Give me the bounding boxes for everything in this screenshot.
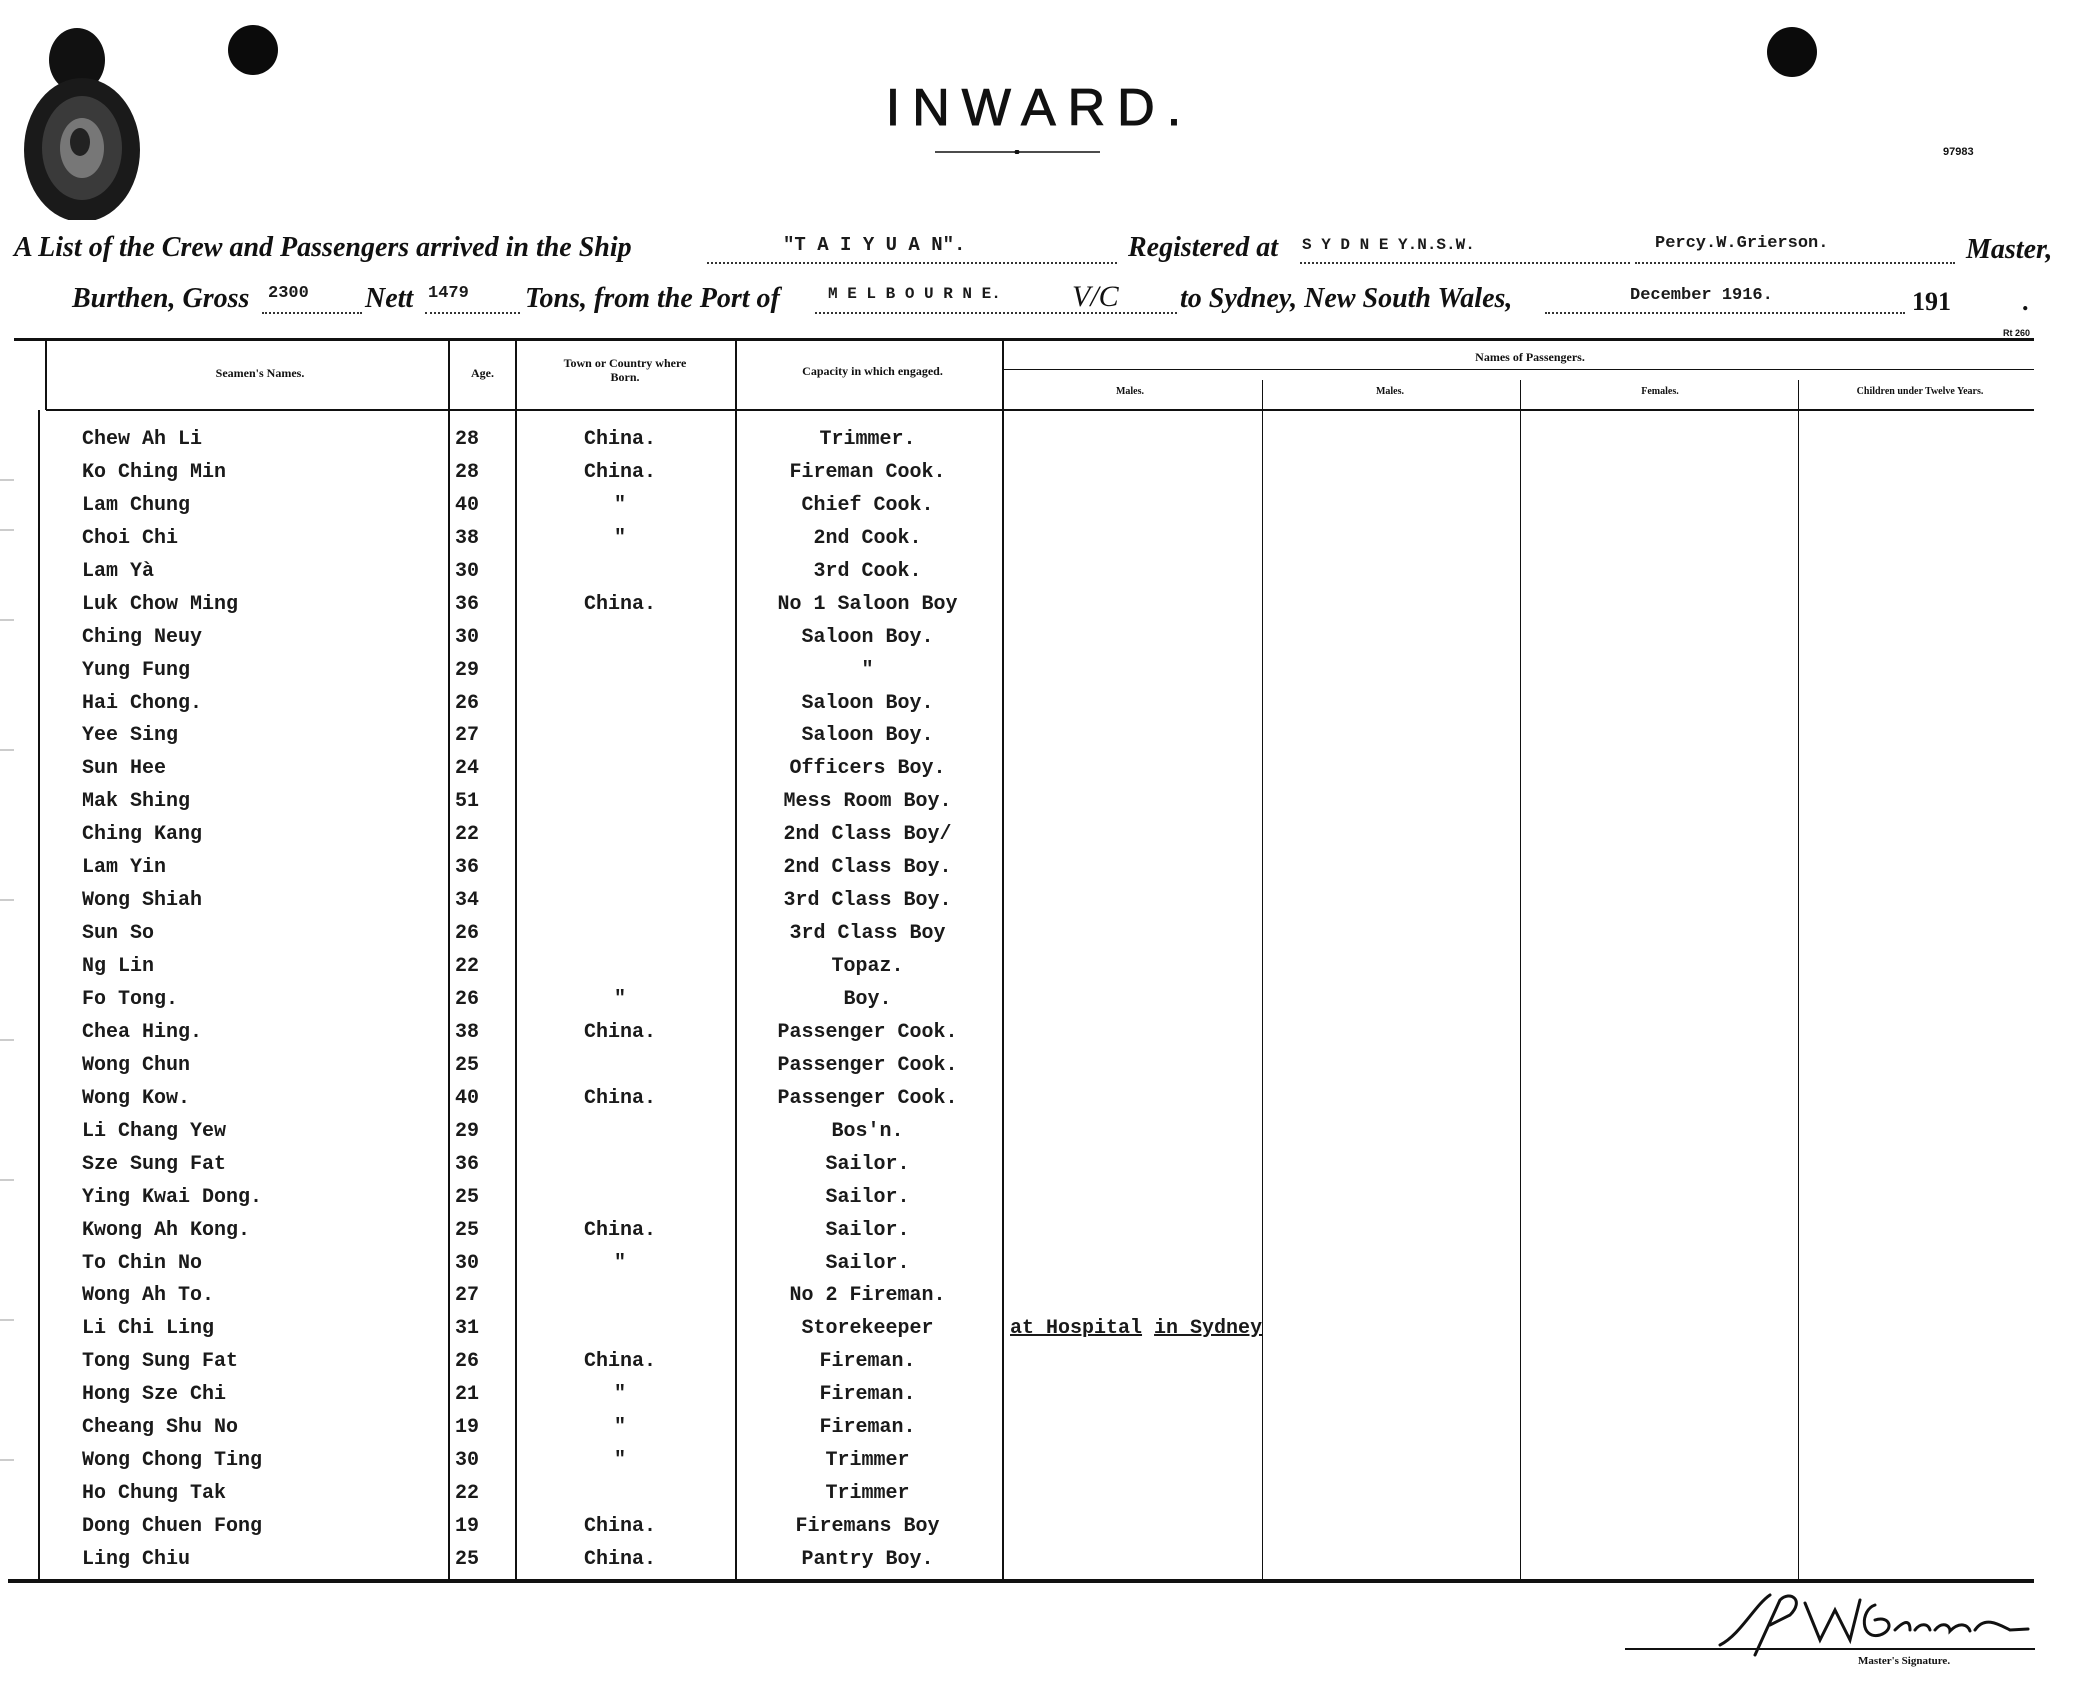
- table-row: [0, 428, 2079, 460]
- crew-name: Li Chi Ling: [82, 1317, 215, 1340]
- table-row: [0, 724, 2079, 756]
- table-row: [0, 527, 2079, 559]
- header-bottom-rule: [46, 409, 2034, 411]
- crew-age: 22: [455, 1482, 480, 1505]
- master-name: Percy.W.Grierson.: [1655, 234, 1829, 253]
- header-age: Age.: [471, 366, 494, 380]
- crew-age: 25: [455, 1054, 480, 1077]
- crew-name: Hong Sze Chi: [82, 1383, 227, 1406]
- crew-name: Wong Shiah: [82, 889, 203, 912]
- table-row: [0, 757, 2079, 789]
- header-children: Children under Twelve Years.: [1856, 386, 1984, 397]
- serial-number: 97983: [1943, 146, 1974, 158]
- table-row: [0, 659, 2079, 691]
- header-capacity: Capacity in which engaged.: [802, 364, 943, 378]
- title-ornament-rule: [935, 150, 1100, 154]
- crew-name: Ching Neuy: [82, 626, 203, 649]
- crew-age: 27: [455, 724, 480, 747]
- crew-capacity: Trimmer: [825, 1482, 910, 1505]
- signature-label: Master's Signature.: [1858, 1655, 1951, 1667]
- crew-capacity: Mess Room Boy.: [783, 790, 952, 813]
- crew-capacity: Boy.: [843, 988, 892, 1011]
- form-code: Rt 260: [2003, 328, 2031, 338]
- table-row: [0, 1087, 2079, 1119]
- crew-note-part: in Sydney: [1154, 1317, 1263, 1340]
- header-males-2: Males.: [1375, 386, 1405, 397]
- crew-age: 40: [455, 1087, 480, 1110]
- crew-name: Ho Chung Tak: [82, 1482, 227, 1505]
- port-name: M E L B O U R N E.: [828, 285, 1001, 303]
- table-row: [0, 1383, 2079, 1415]
- table-row: [0, 1219, 2079, 1251]
- crew-name: Lam Yin: [82, 856, 167, 879]
- crew-age: 22: [455, 823, 480, 846]
- crew-birthplace: China.: [583, 1350, 656, 1373]
- crew-name: Wong Chun: [82, 1054, 191, 1077]
- nett-label: Nett: [365, 283, 414, 314]
- master-line: [1635, 262, 1955, 264]
- crew-capacity: Pantry Boy.: [801, 1548, 934, 1571]
- crew-capacity: 2nd Class Boy.: [783, 856, 952, 879]
- ship-name: "T A I Y U A N".: [783, 234, 966, 256]
- crew-name: Sun So: [82, 922, 155, 945]
- crew-birthplace: ": [613, 494, 626, 517]
- crew-name: Lam Chung: [82, 494, 191, 517]
- crew-age: 28: [455, 428, 480, 451]
- header-males-1: Males.: [1115, 386, 1145, 397]
- crew-name: Tong Sung Fat: [82, 1350, 239, 1373]
- crew-name: Wong Kow.: [82, 1087, 191, 1110]
- crew-age: 40: [455, 494, 480, 517]
- date-line: [1545, 312, 1905, 314]
- crew-capacity: Officers Boy.: [789, 757, 946, 780]
- crew-age: 34: [455, 889, 480, 912]
- crew-capacity: Topaz.: [831, 955, 904, 978]
- crew-age: 27: [455, 1284, 480, 1307]
- crew-age: 26: [455, 988, 480, 1011]
- crew-name: Luk Chow Ming: [82, 593, 239, 616]
- crew-capacity: 3rd Cook.: [813, 560, 922, 583]
- crew-capacity: 3rd Class Boy.: [783, 889, 952, 912]
- crew-age: 38: [455, 527, 480, 550]
- header-lead: A List of the Crew and Passengers arrived in the Ship: [14, 232, 632, 263]
- crew-name: Sun Hee: [82, 757, 167, 780]
- crew-birthplace: ": [613, 1416, 626, 1439]
- header-females: Females.: [1641, 386, 1679, 397]
- table-row: [0, 1317, 2079, 1349]
- header-passengers: Names of Passengers.: [1475, 350, 1585, 364]
- header-born: Town or Country where Born.: [563, 356, 687, 384]
- crew-age: 25: [455, 1548, 480, 1571]
- crew-age: 28: [455, 461, 480, 484]
- crew-capacity: ": [861, 659, 874, 682]
- crew-age: 51: [455, 790, 480, 813]
- crew-age: 31: [455, 1317, 480, 1340]
- crew-birthplace: ": [613, 988, 626, 1011]
- crew-age: 26: [455, 692, 480, 715]
- crew-age: 30: [455, 1449, 480, 1472]
- crew-name: Ching Kang: [82, 823, 203, 846]
- crew-name: Dong Chuen Fong: [82, 1515, 263, 1538]
- table-row: [0, 922, 2079, 954]
- table-row: [0, 1482, 2079, 1514]
- table-row: [0, 626, 2079, 658]
- crew-age: 30: [455, 1252, 480, 1275]
- crew-age: 30: [455, 626, 480, 649]
- crew-name: Li Chang Yew: [82, 1120, 227, 1143]
- crew-name: Fo Tong.: [82, 988, 179, 1011]
- crew-age: 19: [455, 1515, 480, 1538]
- crew-capacity: Fireman.: [819, 1350, 916, 1373]
- crew-capacity: Sailor.: [825, 1186, 910, 1209]
- table-row: [0, 790, 2079, 822]
- crew-capacity: Saloon Boy.: [801, 626, 934, 649]
- crew-age: 25: [455, 1219, 480, 1242]
- port-line: [815, 312, 1177, 314]
- crew-age: 29: [455, 659, 480, 682]
- crew-note-part: at Hospital: [1010, 1317, 1143, 1340]
- crew-capacity: Fireman Cook.: [789, 461, 946, 484]
- port-annotation: V/C: [1072, 280, 1119, 313]
- table-row: [0, 494, 2079, 526]
- table-row: [0, 1284, 2079, 1316]
- crew-birthplace: China.: [583, 1548, 656, 1571]
- gross-line: [262, 312, 362, 314]
- gross-tonnage: 2300: [268, 284, 309, 303]
- crew-name: Sze Sung Fat: [82, 1153, 227, 1176]
- nett-line: [425, 312, 520, 314]
- crew-age: 26: [455, 922, 480, 945]
- crew-birthplace: China.: [583, 461, 656, 484]
- table-row: [0, 1515, 2079, 1547]
- crew-name: Chea Hing.: [82, 1021, 203, 1044]
- table-row: [0, 1350, 2079, 1382]
- crew-name: Lam Yà: [82, 560, 155, 583]
- year-prefix: 191: [1912, 287, 1951, 316]
- crew-name: Ling Chiu: [82, 1548, 191, 1571]
- crew-birthplace: China.: [583, 1087, 656, 1110]
- crew-age: 29: [455, 1120, 480, 1143]
- crew-capacity: Sailor.: [825, 1219, 910, 1242]
- passengers-sub-rule: [1003, 369, 2034, 370]
- ship-name-line: [707, 262, 1117, 264]
- table-row: [0, 1153, 2079, 1185]
- crew-capacity: Saloon Boy.: [801, 724, 934, 747]
- crew-capacity: Saloon Boy.: [801, 692, 934, 715]
- table-row: [0, 856, 2079, 888]
- punch-hole-left: [228, 25, 278, 75]
- crew-birthplace: China.: [583, 1515, 656, 1538]
- crew-birthplace: ": [613, 1449, 626, 1472]
- signature-rule: [1625, 1648, 2035, 1650]
- crew-birthplace: ": [613, 1252, 626, 1275]
- table-row: [0, 1416, 2079, 1448]
- crew-name: Choi Chi: [82, 527, 179, 550]
- crew-birthplace: China.: [583, 428, 656, 451]
- registered-at: S Y D N E Y.N.S.W.: [1302, 236, 1475, 254]
- punch-hole-right: [1767, 27, 1817, 77]
- crew-name: Ying Kwai Dong.: [82, 1186, 263, 1209]
- crew-age: 24: [455, 757, 480, 780]
- crew-birthplace: China.: [583, 1021, 656, 1044]
- registered-label: Registered at: [1128, 232, 1279, 263]
- table-row: [0, 1252, 2079, 1284]
- crew-note: [1010, 1317, 1262, 1340]
- crew-capacity: Passenger Cook.: [777, 1054, 958, 1077]
- year-suffix: .: [2022, 287, 2029, 316]
- table-row: [0, 1054, 2079, 1086]
- table-top-rule: [14, 338, 2034, 341]
- crew-name: Wong Ah To.: [82, 1284, 215, 1307]
- table-row: [0, 1548, 2079, 1580]
- crew-name: Cheang Shu No: [82, 1416, 239, 1439]
- table-row: [0, 1449, 2079, 1481]
- crew-name: Hai Chong.: [82, 692, 203, 715]
- table-row: [0, 560, 2079, 592]
- table-row: [0, 1021, 2079, 1053]
- crew-name: Mak Shing: [82, 790, 191, 813]
- to-label: to Sydney, New South Wales,: [1180, 283, 1513, 314]
- crew-age: 26: [455, 1350, 480, 1373]
- col-rule-left: [45, 340, 47, 410]
- crew-birthplace: China.: [583, 593, 656, 616]
- nett-tonnage: 1479: [428, 284, 469, 303]
- crew-capacity: Firemans Boy: [795, 1515, 940, 1538]
- crew-age: 38: [455, 1021, 480, 1044]
- crew-birthplace: ": [613, 527, 626, 550]
- crew-name: Wong Chong Ting: [82, 1449, 263, 1472]
- crew-capacity: Trimmer.: [819, 428, 916, 451]
- crew-capacity: Sailor.: [825, 1153, 910, 1176]
- crew-capacity: Chief Cook.: [801, 494, 934, 517]
- crew-birthplace: China.: [583, 1219, 656, 1242]
- crew-capacity: 2nd Cook.: [813, 527, 922, 550]
- document-title: INWARD.: [885, 79, 1194, 137]
- tons-label: Tons, from the Port of: [525, 283, 780, 314]
- crew-capacity: Fireman.: [819, 1383, 916, 1406]
- crew-age: 36: [455, 856, 480, 879]
- table-row: [0, 955, 2079, 987]
- crew-name: Ng Lin: [82, 955, 155, 978]
- crew-name: Chew Ah Li: [82, 428, 203, 451]
- crew-name: To Chin No: [82, 1252, 203, 1275]
- crew-capacity: 3rd Class Boy: [789, 922, 946, 945]
- crew-capacity: Storekeeper: [801, 1317, 934, 1340]
- table-row: [0, 461, 2079, 493]
- table-row: [0, 1120, 2079, 1152]
- crew-name: Yee Sing: [82, 724, 179, 747]
- crew-age: 19: [455, 1416, 480, 1439]
- crew-capacity: Passenger Cook.: [777, 1021, 958, 1044]
- crew-name: Kwong Ah Kong.: [82, 1219, 251, 1242]
- table-row: [0, 823, 2079, 855]
- header-seamen-names: Seamen's Names.: [215, 366, 305, 380]
- crew-age: 36: [455, 1153, 480, 1176]
- crew-capacity: No 1 Saloon Boy: [777, 593, 958, 616]
- master-label: Master,: [1966, 234, 2053, 265]
- crew-capacity: Passenger Cook.: [777, 1087, 958, 1110]
- crew-capacity: Bos'n.: [831, 1120, 904, 1143]
- table-row: [0, 593, 2079, 625]
- crew-capacity: Trimmer: [825, 1449, 910, 1472]
- crew-birthplace: ": [613, 1383, 626, 1406]
- crew-capacity: 2nd Class Boy/: [783, 823, 952, 846]
- crew-capacity: Fireman.: [819, 1416, 916, 1439]
- crew-age: 21: [455, 1383, 480, 1406]
- table-row: [0, 988, 2079, 1020]
- crew-name: Ko Ching Min: [82, 461, 227, 484]
- crew-capacity: Sailor.: [825, 1252, 910, 1275]
- crew-age: 30: [455, 560, 480, 583]
- table-row: [0, 692, 2079, 724]
- table-row: [0, 889, 2079, 921]
- burthen-label: Burthen, Gross: [72, 283, 250, 314]
- crew-capacity: No 2 Fireman.: [789, 1284, 946, 1307]
- registered-line: [1300, 262, 1630, 264]
- crew-age: 36: [455, 593, 480, 616]
- crew-age: 22: [455, 955, 480, 978]
- crew-name: Yung Fung: [82, 659, 191, 682]
- crew-age: 25: [455, 1186, 480, 1209]
- voyage-date: December 1916.: [1630, 286, 1773, 305]
- table-row: [0, 1186, 2079, 1218]
